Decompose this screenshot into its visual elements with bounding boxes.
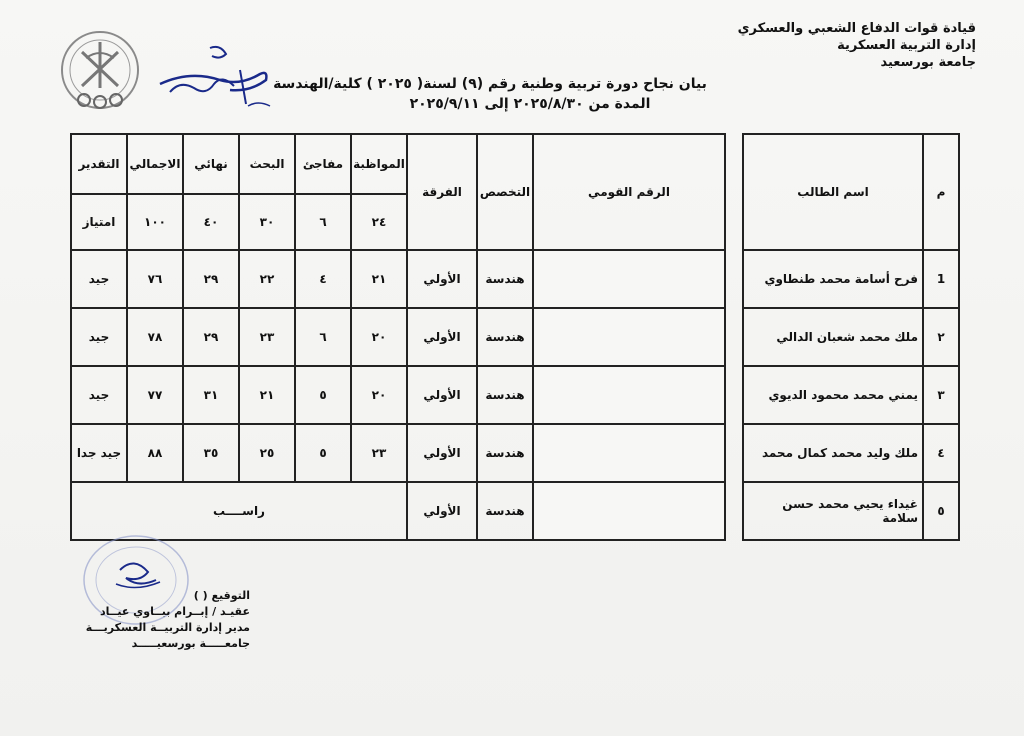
title-line-1: بيان نجاح دورة تربية وطنية رقم (٩) لسنة( ٢٠٢٥ ) كلية/الهندسة [273,76,707,92]
military-emblem-logo [52,30,148,114]
table-row [71,250,959,308]
row-year: الأولي [407,482,477,540]
row-research: ٢٥ [239,424,295,482]
document-title [230,74,750,114]
row-surprise: ٥ [295,424,351,482]
title-line-2: المدة من ٢٠٢٥/٨/٣٠ إلى ٢٠٢٥/٩/١١ [409,96,651,112]
header-final: نهائي [183,134,239,194]
row-final: ٢٩ [183,308,239,366]
table-row [71,482,959,540]
row-national-id-redacted [533,424,725,482]
row-grade: جيد [71,366,127,424]
max-research: ٣٠ [239,194,295,250]
header-specialty: التخصص [477,134,533,250]
results-table [70,133,960,541]
signature-label: التوقيع ( ) [193,589,250,602]
row-name: ملك وليد محمد كمال محمد [743,424,923,482]
header-research: البحث [239,134,295,194]
header-year: الفرقة [407,134,477,250]
issuer-header [738,20,976,71]
row-national-id-redacted [533,482,725,540]
row-research: ٢١ [239,366,295,424]
row-grade: جيد [71,250,127,308]
header-num: م [923,134,959,250]
row-total: ٧٨ [127,308,183,366]
max-grade: امتياز [71,194,127,250]
header-line-2: إدارة التربية العسكرية [837,38,976,53]
row-specialty: هندسة [477,366,533,424]
row-name: فرح أسامة محمد طنطاوي [743,250,923,308]
row-attendance: ٢٠ [351,366,407,424]
row-name: يمني محمد محمود الديوي [743,366,923,424]
row-specialty: هندسة [477,482,533,540]
header-line-1: قيادة قوات الدفاع الشعبي والعسكري [737,21,976,36]
row-failed-status: راســــب [71,482,407,540]
signatory-university: جامعـــــة بورسعيـــــد [131,637,250,650]
max-total: ١٠٠ [127,194,183,250]
header-national-id: الرقم القومي [533,134,725,250]
row-total: ٨٨ [127,424,183,482]
row-name: ملك محمد شعبان الدالي [743,308,923,366]
header-total: الاجمالي [127,134,183,194]
row-num: 1 [923,250,959,308]
row-surprise: ٦ [295,308,351,366]
header-grade: التقدير [71,134,127,194]
row-total: ٧٧ [127,366,183,424]
signature-block [30,588,250,652]
row-final: ٢٩ [183,250,239,308]
header-attendance: المواظبة [351,134,407,194]
row-year: الأولي [407,250,477,308]
row-attendance: ٢٣ [351,424,407,482]
row-num: ٥ [923,482,959,540]
header-name: اسم الطالب [743,134,923,250]
row-grade: جيد [71,308,127,366]
table-row [71,308,959,366]
row-final: ٣١ [183,366,239,424]
max-final: ٤٠ [183,194,239,250]
row-attendance: ٢١ [351,250,407,308]
row-national-id-redacted [533,366,725,424]
row-year: الأولي [407,308,477,366]
row-year: الأولي [407,366,477,424]
header-surprise: مفاجئ [295,134,351,194]
signatory-name: عقيـد / إبــرام ببــاوي عيــاد [100,605,250,618]
row-total: ٧٦ [127,250,183,308]
signatory-title: مدير إدارة التربيــة العسكريـــة [85,621,250,634]
header-line-3: جامعة بورسعيد [880,55,976,70]
row-research: ٢٢ [239,250,295,308]
row-national-id-redacted [533,250,725,308]
row-num: ٢ [923,308,959,366]
row-grade: جيد جدا [71,424,127,482]
row-specialty: هندسة [477,424,533,482]
row-surprise: ٤ [295,250,351,308]
max-surprise: ٦ [295,194,351,250]
row-surprise: ٥ [295,366,351,424]
row-final: ٣٥ [183,424,239,482]
max-attendance: ٢٤ [351,194,407,250]
row-national-id-redacted [533,308,725,366]
row-num: ٤ [923,424,959,482]
row-specialty: هندسة [477,250,533,308]
table-row [71,424,959,482]
table-row [71,366,959,424]
row-name: غيداء يحيي محمد حسن سلامة [743,482,923,540]
row-specialty: هندسة [477,308,533,366]
row-research: ٢٣ [239,308,295,366]
row-num: ٣ [923,366,959,424]
row-attendance: ٢٠ [351,308,407,366]
row-year: الأولي [407,424,477,482]
